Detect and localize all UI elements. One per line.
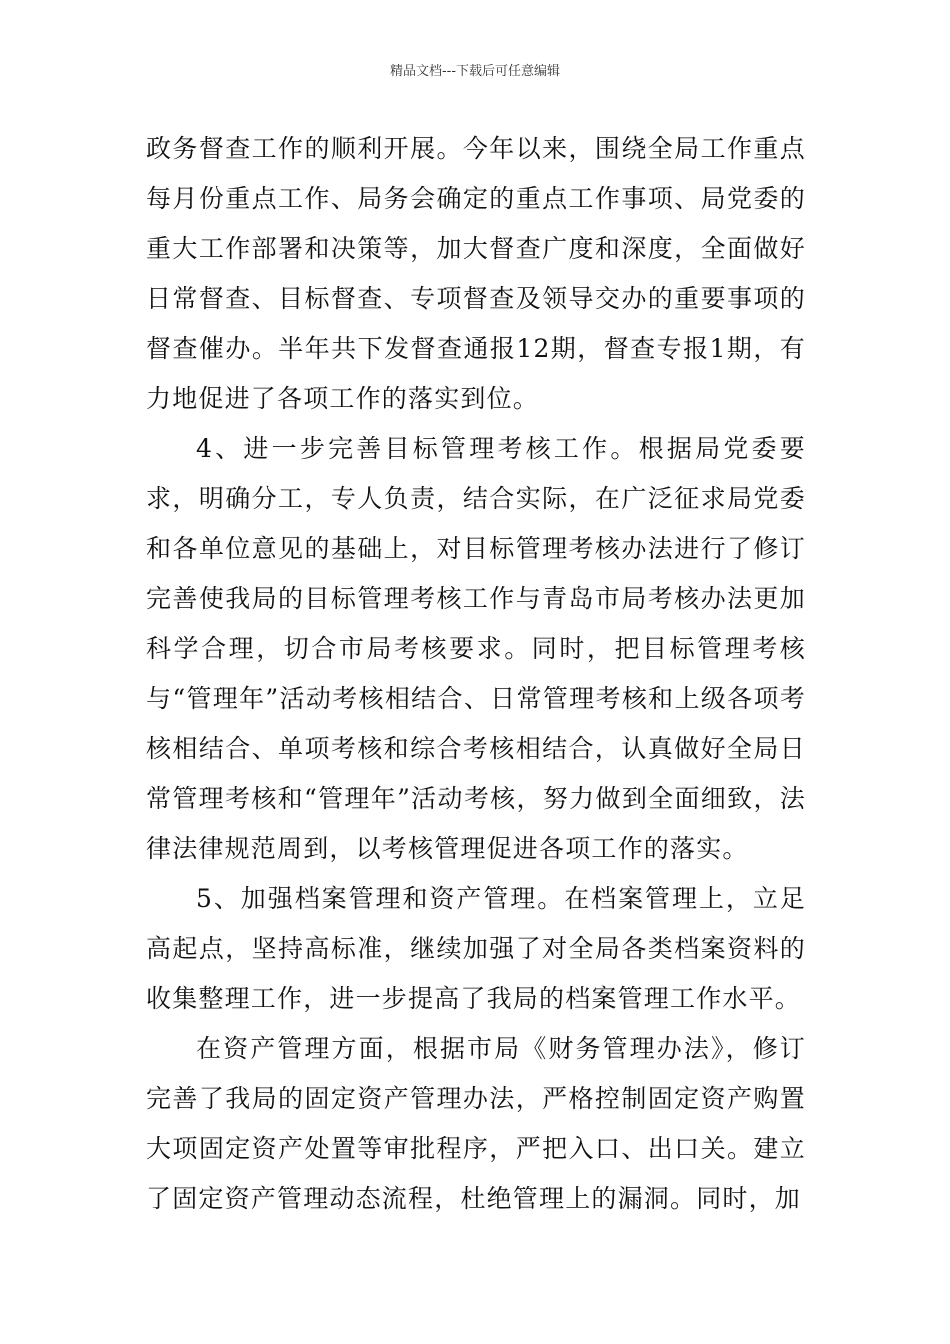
page-header: 精品文档---下载后可任意编辑 bbox=[389, 64, 561, 79]
paragraph-continuation: 政务督查工作的顺利开展。今年以来，围绕全局工作重点每月份重点工作、局务会确定的重点工作事项、局党委的重大工作部署和决策等，加大督查广度和深度，全面做好日常督查、目标督查、专项督查及领导交办的重要事项的督查催办。半年共下发督查通报12期，督查专报1期，有力地促进了各项工作的落实到位。 bbox=[146, 134, 806, 413]
document-body bbox=[146, 124, 806, 1224]
paragraph-item-4: 4、进一步完善目标管理考核工作。根据局党委要求，明确分工，专人负责，结合实际，在广泛征求局党委和各单位意见的基础上，对目标管理考核办法进行了修订完善使我局的目标管理考核工作与青岛市局考核办法更加科学合理，切合市局考核要求。同时，把目标管理考核与“管理年”活动考核相结合、日常管理考核和上级各项考核相结合、单项考核和综合考核相结合，认真做好全局日常管理考核和“管理年”活动考核，努力做到全面细致，法律法律规范周到，以考核管理促进各项工作的落实。 bbox=[146, 434, 806, 863]
paragraph-item-5: 5、加强档案管理和资产管理。在档案管理上，立足高起点，坚持高标准，继续加强了对全局各类档案资料的收集整理工作，进一步提高了我局的档案管理工作水平。 bbox=[146, 884, 806, 1013]
paragraph-asset-management: 在资产管理方面，根据市局《财务管理办法》，修订完善了我局的固定资产管理办法，严格控制固定资产购置大项固定资产处置等审批程序，严把入口、出口关。建立了固定资产管理动态流程，杜绝管理上的漏洞。同时，加 bbox=[146, 1034, 806, 1213]
